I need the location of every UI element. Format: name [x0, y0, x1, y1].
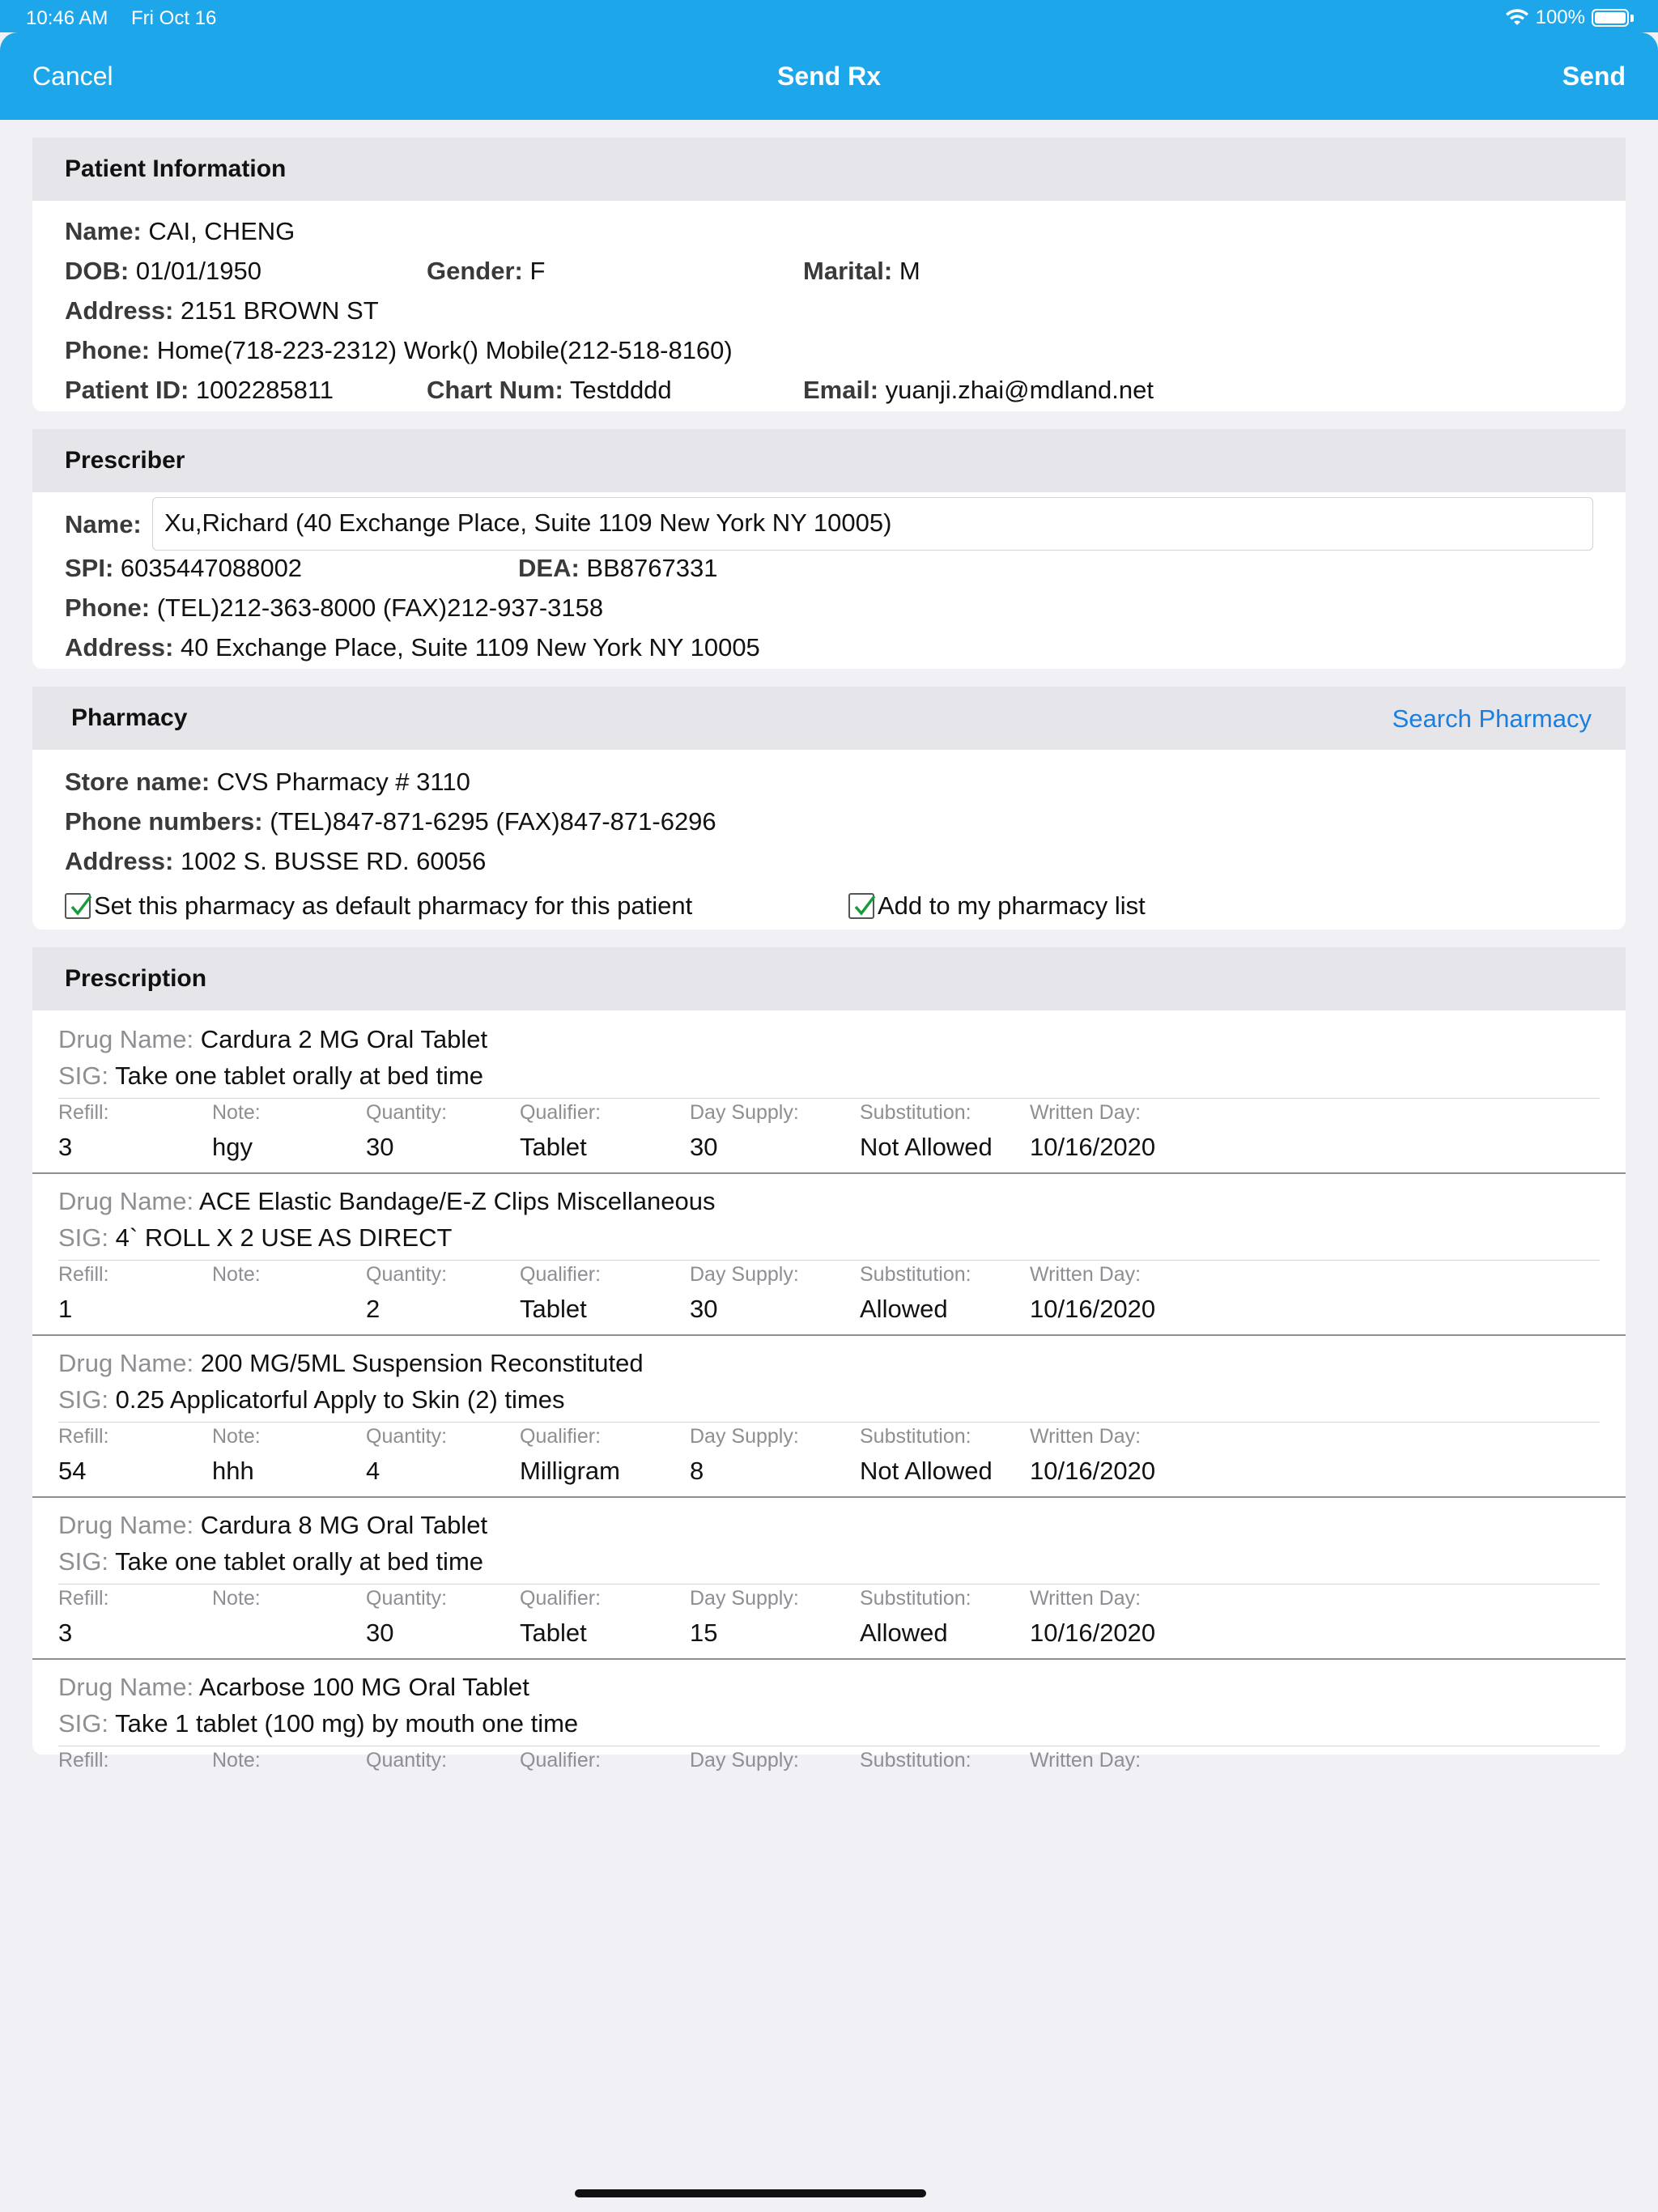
battery-percent: 100% [1535, 6, 1585, 28]
sig-line [58, 1709, 578, 1738]
patient-name-row [65, 217, 295, 246]
substitution-value: Not Allowed [860, 1133, 993, 1161]
col-header: Day Supply: [690, 1587, 799, 1610]
substitution-col [860, 1587, 971, 1648]
label: Phone: [65, 593, 151, 622]
label: Drug Name: [58, 1349, 194, 1377]
note-col [212, 1263, 261, 1295]
drug-name: 200 MG/5ML Suspension Reconstituted [200, 1349, 644, 1377]
written-day-value: 10/16/2020 [1030, 1295, 1156, 1323]
spi-row [65, 554, 302, 583]
col-header: Refill: [58, 1263, 109, 1286]
label: SIG: [58, 1709, 109, 1738]
col-header: Day Supply: [690, 1749, 799, 1772]
label: SIG: [58, 1547, 109, 1576]
divider [58, 1584, 1600, 1585]
prescriber-phone-row [65, 593, 603, 623]
send-button[interactable]: Send [1562, 62, 1626, 91]
prescription-item[interactable] [32, 1172, 1626, 1336]
spi-value: 6035447088002 [120, 554, 303, 582]
day-supply-col [690, 1587, 799, 1648]
quantity-value: 30 [366, 1619, 394, 1647]
status-right [1505, 6, 1634, 29]
col-header: Written Day: [1030, 1101, 1141, 1124]
sig-value: 0.25 Applicatorful Apply to Skin (2) times [115, 1385, 565, 1414]
col-header: Quantity: [366, 1749, 448, 1772]
sig-line [58, 1061, 483, 1091]
section-title: Prescriber [65, 447, 185, 474]
label: Drug Name: [58, 1673, 194, 1701]
quantity-col [366, 1101, 447, 1162]
dea-value: BB8767331 [586, 554, 718, 582]
label: DEA: [518, 554, 580, 582]
wifi-icon [1505, 9, 1529, 27]
qualifier-col [520, 1425, 620, 1486]
day-supply-value: 8 [690, 1457, 704, 1485]
label: Drug Name: [58, 1187, 194, 1215]
section-header [32, 687, 1626, 750]
checkbox-label: Set this pharmacy as default pharmacy for this patient [94, 891, 693, 920]
day-supply-col [690, 1263, 799, 1324]
qualifier-value: Milligram [520, 1457, 620, 1485]
dea-row [518, 554, 717, 583]
qualifier-value: Tablet [520, 1619, 587, 1647]
substitution-col [860, 1101, 993, 1162]
note-col [212, 1425, 261, 1486]
col-header: Note: [212, 1749, 261, 1772]
qualifier-value: Tablet [520, 1133, 587, 1161]
prescription-section [32, 947, 1626, 1772]
label: Drug Name: [58, 1511, 194, 1539]
day-supply-value: 30 [690, 1133, 718, 1161]
quantity-col [366, 1425, 447, 1486]
divider [58, 1098, 1600, 1099]
day-supply-col [690, 1749, 799, 1772]
substitution-col [860, 1425, 993, 1486]
label: Chart Num: [427, 376, 563, 404]
label: SIG: [58, 1385, 109, 1414]
written-day-col [1030, 1101, 1155, 1162]
gender-value: F [529, 257, 546, 285]
substitution-value: Allowed [860, 1295, 948, 1323]
col-header: Qualifier: [520, 1425, 602, 1448]
divider [58, 1422, 1600, 1423]
qualifier-col [520, 1749, 601, 1772]
col-header: Quantity: [366, 1101, 448, 1124]
pharmacy-phone-row [65, 807, 716, 836]
label: DOB: [65, 257, 130, 285]
sig-line [58, 1223, 452, 1253]
note-value: hgy [212, 1133, 253, 1161]
col-header: Written Day: [1030, 1587, 1141, 1610]
label: Phone numbers: [65, 807, 263, 836]
written-day-value: 10/16/2020 [1030, 1619, 1156, 1647]
col-header: Note: [212, 1263, 261, 1286]
checkbox-label: Add to my pharmacy list [878, 891, 1146, 920]
chart-num-row [427, 376, 672, 405]
substitution-value: Not Allowed [860, 1457, 993, 1485]
label: Store name: [65, 768, 210, 796]
qualifier-col [520, 1587, 601, 1648]
email-value: yuanji.zhai@mdland.net [885, 376, 1154, 404]
label: Phone: [65, 336, 151, 364]
prescription-item[interactable] [32, 1334, 1626, 1498]
pharmacy-section [32, 687, 1626, 929]
col-header: Note: [212, 1587, 261, 1610]
section-header [32, 429, 1626, 492]
label: Marital: [803, 257, 893, 285]
patient-name: CAI, CHENG [148, 217, 295, 245]
qualifier-col [520, 1101, 601, 1162]
chart-num-value: Testdddd [569, 376, 672, 404]
col-header: Qualifier: [520, 1587, 602, 1610]
pharmacy-address-row [65, 847, 486, 876]
status-bar [0, 0, 1658, 32]
nav-bar [0, 32, 1658, 120]
section-title: Pharmacy [71, 704, 188, 731]
drug-name-line [58, 1673, 529, 1702]
battery-tip [1630, 15, 1634, 22]
checkbox-checked-icon [65, 893, 91, 919]
label: Address: [65, 633, 174, 661]
label: Address: [65, 296, 174, 325]
pharmacy-address-value: 1002 S. BUSSE RD. 60056 [181, 847, 487, 875]
col-header: Note: [212, 1101, 261, 1124]
refill-col [58, 1587, 109, 1648]
col-header: Day Supply: [690, 1101, 799, 1124]
refill-value: 3 [58, 1133, 73, 1161]
gender-row [427, 257, 545, 286]
drug-name: Acarbose 100 MG Oral Tablet [199, 1673, 529, 1701]
phone-value: Home(718-223-2312) Work() Mobile(212-518-8160) [156, 336, 733, 364]
refill-value: 3 [58, 1619, 73, 1647]
quantity-col [366, 1263, 447, 1324]
marital-value: M [899, 257, 920, 285]
day-supply-col [690, 1101, 799, 1162]
prescription-item[interactable] [32, 1496, 1626, 1660]
note-col [212, 1587, 261, 1619]
store-name-row [65, 768, 470, 797]
note-value: hhh [212, 1457, 254, 1485]
sig-value: 4` ROLL X 2 USE AS DIRECT [115, 1223, 453, 1252]
phone-row [65, 336, 733, 365]
refill-col [58, 1101, 109, 1162]
substitution-col [860, 1749, 971, 1772]
home-indicator[interactable] [575, 2189, 926, 2197]
refill-value: 54 [58, 1457, 87, 1485]
refill-col [58, 1425, 109, 1486]
quantity-value: 2 [366, 1295, 380, 1323]
col-header: Note: [212, 1425, 261, 1448]
col-header: Day Supply: [690, 1425, 799, 1448]
refill-col [58, 1749, 109, 1772]
drug-name: ACE Elastic Bandage/E-Z Clips Miscellaneous [199, 1187, 716, 1215]
sig-value: Take one tablet orally at bed time [115, 1061, 484, 1090]
address-row [65, 296, 379, 325]
cancel-button[interactable]: Cancel [32, 62, 113, 91]
col-header: Substitution: [860, 1425, 971, 1448]
written-day-value: 10/16/2020 [1030, 1457, 1156, 1485]
patient-information-section [32, 138, 1626, 411]
status-date: Fri Oct 16 [131, 7, 217, 29]
col-header: Refill: [58, 1425, 109, 1448]
col-header: Written Day: [1030, 1425, 1141, 1448]
patient-id-row [65, 376, 334, 405]
refill-value: 1 [58, 1295, 73, 1323]
prescription-item[interactable] [32, 1658, 1626, 1820]
drug-name: Cardura 2 MG Oral Tablet [200, 1025, 488, 1053]
label: SPI: [65, 554, 114, 582]
prescription-item[interactable] [32, 1010, 1626, 1174]
label: SIG: [58, 1223, 109, 1252]
status-time: 10:46 AM [26, 7, 108, 29]
col-header: Day Supply: [690, 1263, 799, 1286]
drug-name-line [58, 1187, 716, 1216]
qualifier-col [520, 1263, 601, 1324]
sig-value: Take one tablet orally at bed time [115, 1547, 484, 1576]
label: Address: [65, 847, 174, 875]
sig-value: Take 1 tablet (100 mg) by mouth one time [115, 1709, 579, 1738]
label: Name: [65, 217, 142, 245]
substitution-col [860, 1263, 971, 1324]
note-col [212, 1101, 261, 1162]
label: Patient ID: [65, 376, 189, 404]
section-header [32, 138, 1626, 201]
battery-icon [1592, 9, 1629, 27]
prescriber-name-label-row [65, 510, 142, 539]
prescriber-name-field[interactable]: Xu,Richard (40 Exchange Place, Suite 1109 New York NY 10005) [152, 497, 1593, 551]
label: SIG: [58, 1061, 109, 1090]
checkbox-checked-icon [848, 893, 874, 919]
prescriber-address-row [65, 633, 760, 662]
label: Gender: [427, 257, 523, 285]
day-supply-value: 15 [690, 1619, 718, 1647]
sig-line [58, 1547, 483, 1576]
qualifier-value: Tablet [520, 1295, 587, 1323]
dob-row [65, 257, 261, 286]
col-header: Substitution: [860, 1749, 971, 1772]
quantity-value: 4 [366, 1457, 380, 1485]
label: Name: [65, 510, 142, 538]
prescriber-phone-value: (TEL)212-363-8000 (FAX)212-937-3158 [156, 593, 604, 622]
email-row [803, 376, 1154, 405]
label: Email: [803, 376, 879, 404]
col-header: Refill: [58, 1749, 109, 1772]
patient-id-value: 1002285811 [195, 376, 334, 404]
search-pharmacy-link[interactable]: Search Pharmacy [1392, 704, 1592, 733]
col-header: Quantity: [366, 1425, 448, 1448]
col-header: Written Day: [1030, 1749, 1141, 1772]
dob-value: 01/01/1950 [135, 257, 261, 285]
col-header: Refill: [58, 1587, 109, 1610]
written-day-col [1030, 1749, 1141, 1772]
sig-line [58, 1385, 564, 1414]
default-pharmacy-checkbox[interactable] [65, 891, 692, 921]
add-pharmacy-list-checkbox[interactable] [848, 891, 1146, 921]
col-header: Qualifier: [520, 1749, 602, 1772]
day-supply-col [690, 1425, 799, 1486]
col-header: Quantity: [366, 1263, 448, 1286]
col-header: Substitution: [860, 1587, 971, 1610]
col-header: Substitution: [860, 1101, 971, 1124]
note-col [212, 1749, 261, 1772]
written-day-col [1030, 1263, 1155, 1324]
substitution-value: Allowed [860, 1619, 948, 1647]
prescriber-section [32, 429, 1626, 669]
refill-col [58, 1263, 109, 1324]
pharmacy-phone-value: (TEL)847-871-6295 (FAX)847-871-6296 [270, 807, 716, 836]
written-day-col [1030, 1587, 1155, 1648]
col-header: Refill: [58, 1101, 109, 1124]
col-header: Substitution: [860, 1263, 971, 1286]
section-header [32, 947, 1626, 1010]
quantity-col [366, 1587, 447, 1648]
quantity-col [366, 1749, 447, 1772]
drug-name: Cardura 8 MG Oral Tablet [200, 1511, 488, 1539]
quantity-value: 30 [366, 1133, 394, 1161]
col-header: Quantity: [366, 1587, 448, 1610]
marital-row [803, 257, 920, 286]
written-day-col [1030, 1425, 1155, 1486]
section-title: Prescription [65, 965, 207, 992]
page-title: Send Rx [776, 62, 882, 91]
address-value: 2151 BROWN ST [181, 296, 379, 325]
day-supply-value: 30 [690, 1295, 718, 1323]
divider [58, 1260, 1600, 1261]
label: Drug Name: [58, 1025, 194, 1053]
store-name-value: CVS Pharmacy # 3110 [216, 768, 470, 796]
section-title: Patient Information [65, 155, 287, 182]
written-day-value: 10/16/2020 [1030, 1133, 1156, 1161]
col-header: Written Day: [1030, 1263, 1141, 1286]
prescriber-address-value: 40 Exchange Place, Suite 1109 New York NY 10005 [181, 633, 760, 661]
drug-name-line [58, 1025, 487, 1054]
drug-name-line [58, 1511, 487, 1540]
col-header: Qualifier: [520, 1101, 602, 1124]
drug-name-line [58, 1349, 644, 1378]
col-header: Qualifier: [520, 1263, 602, 1286]
